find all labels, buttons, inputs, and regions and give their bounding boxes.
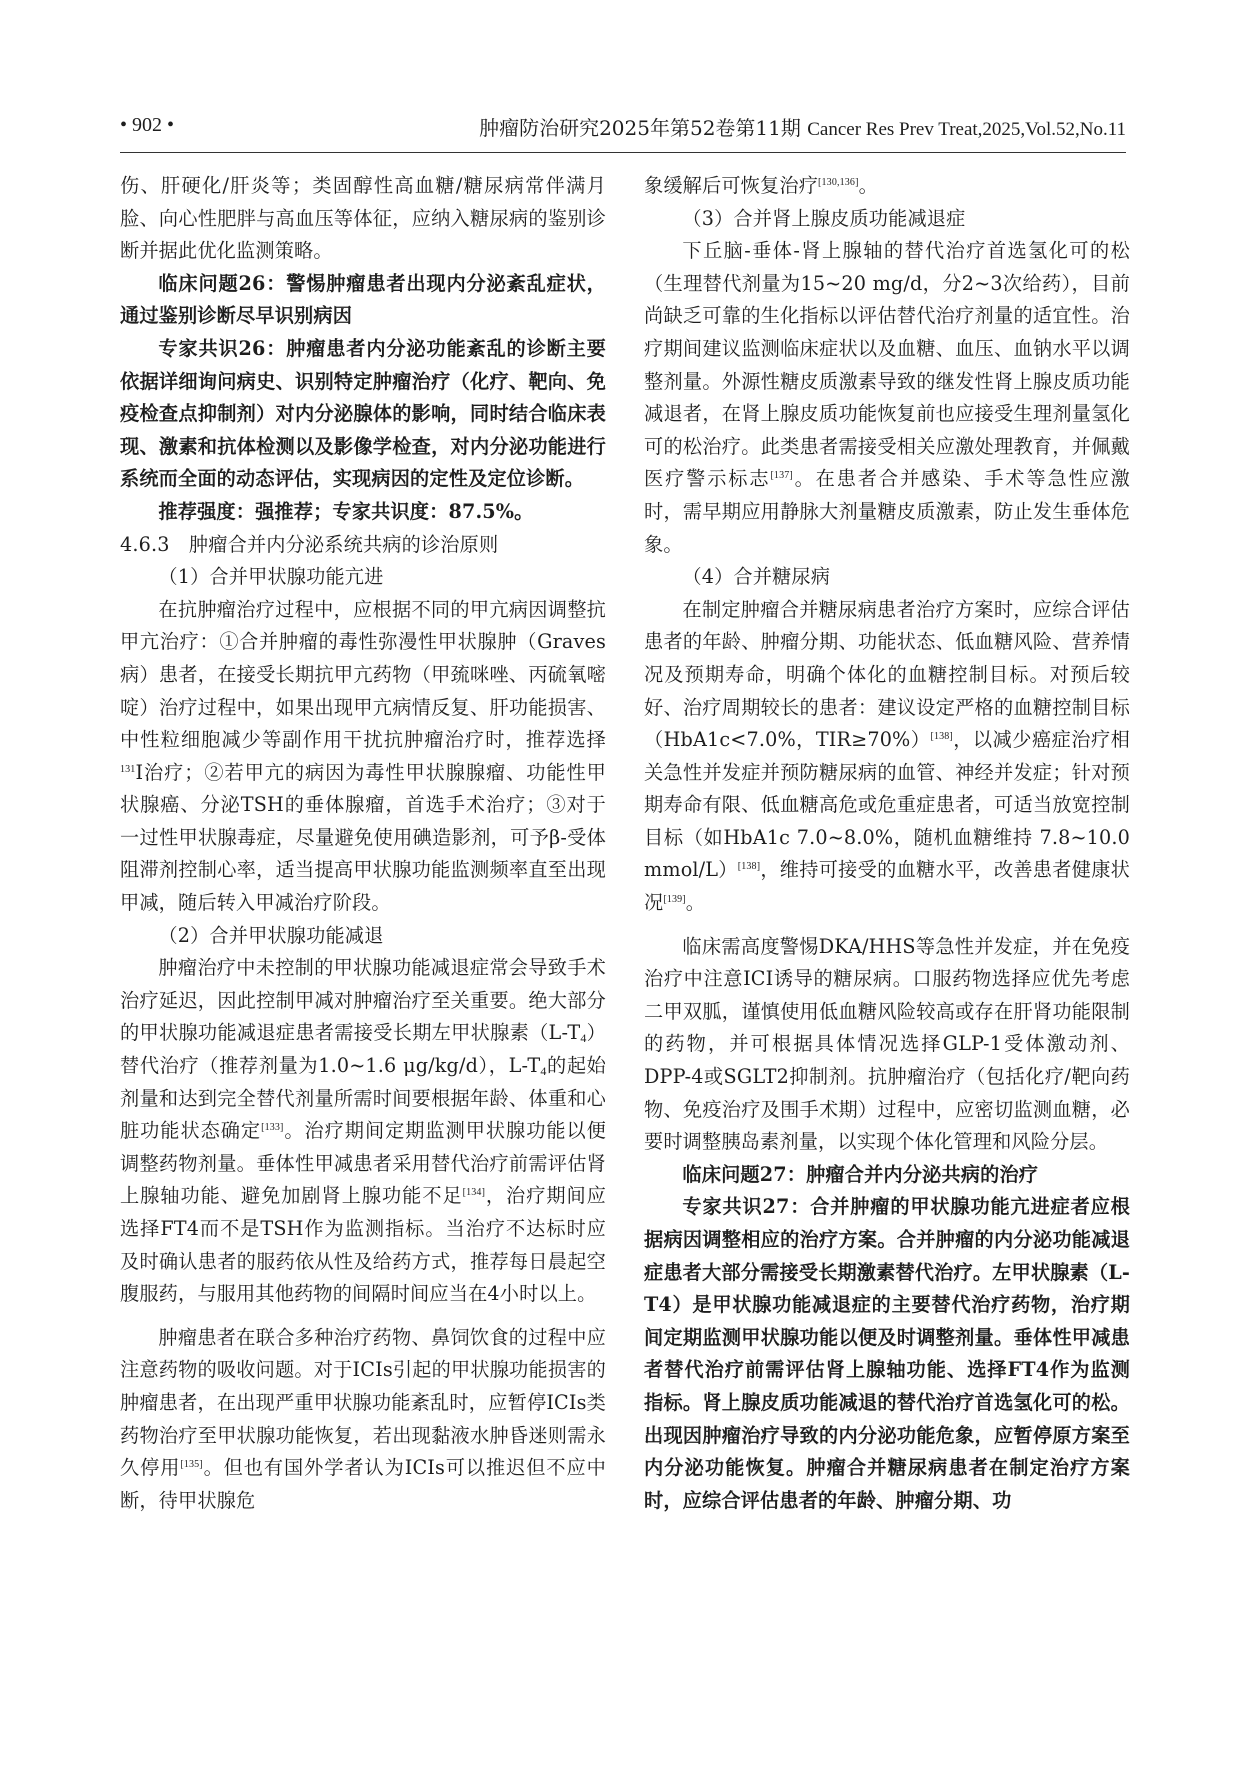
- paragraph: [120, 561, 606, 594]
- text-run: （1）合并甲状腺功能亢进: [158, 565, 384, 589]
- text-run: （2）合并甲状腺功能减退: [158, 923, 384, 947]
- text-run: 专家共识26：肿瘤患者内分泌功能紊乱的诊断主要依据详细询问病史、识别特定肿瘤治疗（化疗、靶向、免疫检查点抑制剂）对内分泌腺体的影响，同时结合临床表现、激素和抗体检测以及影像学检查，对内分泌功能进行系统而全面的动态评估，实现病因的定性及定位诊断。: [120, 336, 606, 491]
- text-run: ）替代治疗（推荐剂量为1.0~1.6 μg/kg/d），L-T: [120, 1021, 606, 1078]
- text-run: 象缓解后可恢复治疗: [644, 174, 819, 197]
- citation-superscript: [135]: [180, 1459, 203, 1471]
- text-run: 。治疗期间定期监测甲状腺功能以便调整药物剂量。垂体性甲减患者采用替代治疗前需评估肾上腺轴功能、避免加剧肾上腺功能不足: [120, 1119, 606, 1208]
- text-run: 在制定肿瘤合并糖尿病患者治疗方案时，应综合评估患者的年龄、肿瘤分期、功能状态、低血糖风险、营养情况及预期寿命，明确个体化的血糖控制目标。对预后较好、治疗周期较长的患者：建议设定严格的血糖控制目标（HbA1c<7.0%，TIR≥70%）: [644, 597, 1130, 752]
- citation-superscript: 131: [120, 763, 136, 775]
- text-run: 。: [685, 891, 706, 915]
- journal-citation: [479, 112, 1126, 141]
- bold-paragraph: [120, 333, 606, 496]
- text-run: 临床问题26：警惕肿瘤患者出现内分泌紊乱症状，通过鉴别诊断尽早识别病因: [120, 271, 606, 328]
- citation-superscript: [138]: [930, 731, 953, 743]
- bold-paragraph: [644, 1191, 1130, 1517]
- journal-title-en: Cancer Res Prev Treat,2025,Vol.52,No.11: [807, 119, 1126, 140]
- page-number: • 902 •: [120, 114, 175, 136]
- text-run: ，维持可接受的血糖水平，改善患者健康状况: [644, 858, 1130, 915]
- paragraph: [644, 203, 1130, 236]
- paragraph: [644, 170, 1130, 203]
- subscript: 4: [540, 1064, 547, 1079]
- text-run: 肿瘤患者在联合多种治疗药物、鼻饲饮食的过程中应注意药物的吸收问题。对于ICIs引起的甲状腺功能损害的肿瘤患者，在出现严重甲状腺功能紊乱时，应暂停ICIs类药物治疗至甲状腺功能恢复，若出现黏液水肿昏迷则需永久停用: [120, 1325, 606, 1480]
- text-run: 专家共识27：合并肿瘤的甲状腺功能亢进症者应根据病因调整相应的治疗方案。合并肿瘤的内分泌功能减退症患者大部分需接受长期激素替代治疗。左甲状腺素（L-T4）是甲状腺功能减退症的主要替代治疗药物，治疗期间定期监测甲状腺功能以便及时调整剂量。垂体性甲减患者替代治疗前需评估肾上腺轴功能、选择FT4作为监测指标。肾上腺皮质功能减退的替代治疗首选氢化可的松。出现因肿瘤治疗导致的内分泌功能危象，应暂停原方案至内分泌功能恢复。肿瘤合并糖尿病患者在制定治疗方案时，应综合评估患者的年龄、肿瘤分期、功: [644, 1195, 1130, 1512]
- paragraph: [120, 170, 606, 268]
- journal-title-cn: 肿瘤防治研究2025年第52卷第11期: [479, 116, 801, 140]
- text-run: 推荐强度：强推荐；专家共识度：87.5%。: [158, 499, 534, 523]
- citation-superscript: [139]: [663, 894, 686, 906]
- text-run: （4）合并糖尿病: [682, 565, 831, 589]
- text-run: ，以减少癌症治疗相关急性并发症并预防糖尿病的血管、神经并发症；针对预期寿命有限、低血糖高危或危重症患者，可适当放宽控制目标（如HbA1c 7.0~8.0%，随机血糖维持 7.8~10.0 mmol/L）: [644, 728, 1130, 882]
- paragraph: [120, 920, 606, 953]
- text-run: 伤、肝硬化/肝炎等；类固醇性高血糖/糖尿病常伴满月脸、向心性肥胖与高血压等体征，应纳入糖尿病的鉴别诊断并据此优化监测策略。: [120, 174, 606, 263]
- citation-superscript: [134]: [462, 1187, 486, 1199]
- paragraph: [644, 594, 1130, 920]
- bold-paragraph: [644, 1159, 1130, 1192]
- paragraph: [120, 529, 606, 562]
- paragraph: [644, 235, 1130, 561]
- right-column: [644, 170, 1130, 1730]
- subscript: 4: [580, 1031, 587, 1046]
- citation-superscript: [133]: [261, 1122, 284, 1134]
- left-column: [120, 170, 606, 1730]
- text-run: （3）合并肾上腺皮质功能减退症: [682, 206, 966, 230]
- text-run: 。在患者合并感染、手术等急性应激时，需早期应用静脉大剂量糖皮质激素，防止发生垂体危象。: [644, 467, 1130, 556]
- citation-superscript: [130,136]: [818, 177, 859, 188]
- text-run: 临床需高度警惕DKA/HHS等急性并发症，并在免疫治疗中注意ICI诱导的糖尿病。口服药物选择应优先考虑二甲双胍，谨慎使用低血糖风险较高或存在肝肾功能限制的药物，并可根据具体情况选择GLP-1受体激动剂、DPP-4或SGLT2抑制剂。抗肿瘤治疗（包括化疗/靶向药物、免疫治疗及围手术期）过程中，应密切监测血糖，必要时调整胰岛素剂量，以实现个体化管理和风险分层。: [644, 934, 1130, 1154]
- bold-paragraph: [120, 496, 606, 529]
- bold-paragraph: [120, 268, 606, 333]
- text-run: ，治疗期间应选择FT4而不是TSH作为监测指标。当治疗不达标时应及时确认患者的服药依从性及给药方式，推荐每日晨起空腹服药，与服用其他药物的间隔时间应当在4小时以上。: [120, 1184, 606, 1306]
- text-run: 肿瘤治疗中未控制的甲状腺功能减退症常会导致手术治疗延迟，因此控制甲减对肿瘤治疗至关重要。绝大部分的甲状腺功能减退症患者需接受长期左甲状腺素（L-T: [120, 956, 606, 1045]
- citation-superscript: [138]: [737, 861, 761, 873]
- text-run: 4.6.3 肿瘤合并内分泌系统共病的诊治原则: [120, 532, 499, 556]
- text-run: 。但也有国外学者认为ICIs可以推迟但不应中断，待甲状腺危: [120, 1456, 606, 1512]
- paragraph: [120, 594, 606, 920]
- paragraph: [120, 952, 606, 1311]
- text-run: 的起始剂量和达到完全替代剂量所需时间要根据年龄、体重和心脏功能状态确定: [120, 1054, 606, 1143]
- paragraph: [120, 1322, 606, 1518]
- text-run: 临床问题27：肿瘤合并内分泌共病的治疗: [682, 1162, 1039, 1186]
- paragraph: [644, 931, 1130, 1159]
- text-run: 在抗肿瘤治疗过程中，应根据不同的甲亢病因调整抗甲亢治疗：①合并肿瘤的毒性弥漫性甲状腺肿（Graves病）患者，在接受长期抗甲亢药物（甲巯咪唑、丙硫氧嘧啶）治疗过程中，如果出现甲亢病情反复、肝功能损害、中性粒细胞减少等副作用干扰抗肿瘤治疗时，推荐选择: [120, 597, 606, 752]
- text-run: 。: [858, 174, 878, 197]
- running-header: [120, 112, 1126, 153]
- paragraph: [644, 561, 1130, 594]
- text-run: 下丘脑-垂体-肾上腺轴的替代治疗首选氢化可的松（生理替代剂量为15~20 mg/d，分2~3次给药），目前尚缺乏可靠的生化指标以评估替代治疗剂量的适宜性。治疗期间建议监测临床症状以及血糖、血压、血钠水平以调整剂量。外源性糖皮质激素导致的继发性肾上腺皮质功能减退者，在肾上腺皮质功能恢复前也应接受生理剂量氢化可的松治疗。此类患者需接受相关应激处理教育，并佩戴医疗警示标志: [644, 239, 1130, 491]
- citation-superscript: [137]: [770, 470, 793, 482]
- text-run: I治疗；②若甲亢的病因为毒性甲状腺腺瘤、功能性甲状腺癌、分泌TSH的垂体腺瘤，首选手术治疗；③对于一过性甲状腺毒症，尽量避免使用碘造影剂，可予β-受体阻滞剂控制心率，适当提高甲状腺功能监测频率直至出现甲减，随后转入甲减治疗阶段。: [120, 760, 606, 915]
